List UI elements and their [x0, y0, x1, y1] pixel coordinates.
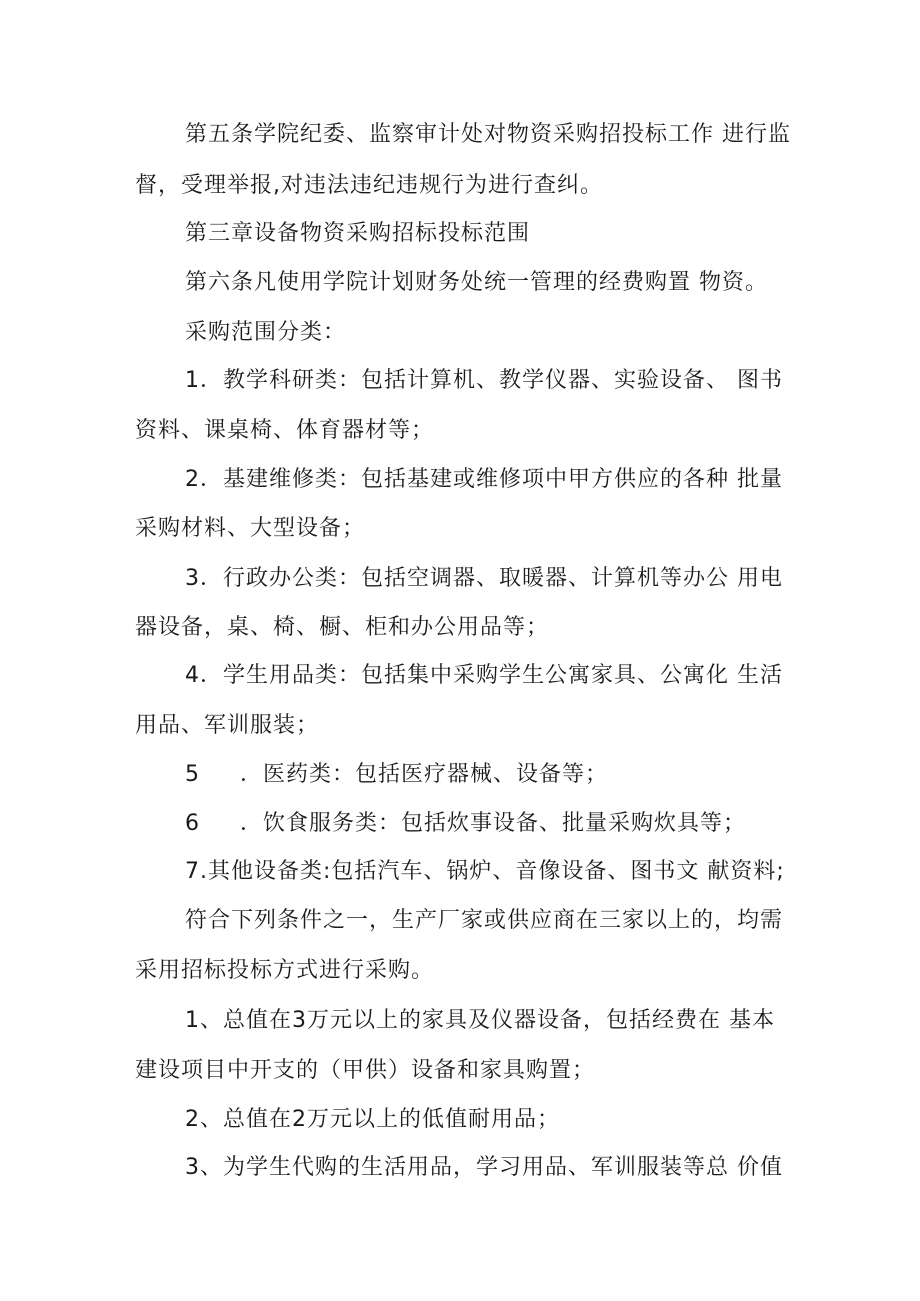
paragraph-line: 第五条学院纪委、监察审计处对物资采购招投标工作 进行监 [185, 122, 791, 147]
list-item-line [185, 809, 920, 839]
list-item-line: 1、总值在3万元以上的家具及仪器设备，包括经费在 基本 [185, 1008, 775, 1033]
list-item-line: 采购材料、大型设备； [135, 516, 366, 541]
list-item-line: 3、为学生代购的生活用品，学习用品、军训服装等总 价值 [185, 1155, 783, 1180]
list-item-text: ．医药类：包括医疗器械、设备等； [240, 762, 609, 787]
paragraph-line: 督，受理举报,对违法违纪违规行为进行查纠。 [135, 173, 603, 198]
list-item-line: 资料、课桌椅、体育器材等； [135, 418, 435, 443]
paragraph-line: 采购范围分类： [185, 320, 347, 345]
paragraph-line: 第六条凡使用学院计划财务处统一管理的经费购置 物资。 [185, 270, 768, 295]
list-item-text: ．饮食服务类：包括炊事设备、批量采购炊具等； [240, 811, 747, 836]
paragraph-line: 采用招标投标方式进行采购。 [135, 958, 435, 983]
list-item-line: 2、总值在2万元以上的低值耐用品； [185, 1107, 560, 1132]
list-item-line: 4．学生用品类：包括集中采购学生公寓家具、公寓化 生活 [185, 663, 783, 688]
list-item-line: 2．基建维修类：包括基建或维修项中甲方供应的各种 批量 [185, 467, 783, 492]
list-item-line: 1．教学科研类：包括计算机、教学仪器、实验设备、 图书 [185, 368, 783, 393]
list-number: 6 [185, 811, 200, 836]
list-item-line [185, 760, 920, 790]
list-number: 5 [185, 762, 200, 787]
list-item-line: 建设项目中开支的（甲供）设备和家具购置； [135, 1058, 596, 1083]
list-item-line: 器设备，桌、椅、橱、柜和办公用品等； [135, 615, 550, 640]
paragraph-line: 符合下列条件之一，生产厂家或供应商在三家以上的，均需 [185, 908, 784, 933]
list-item-line: 3．行政办公类：包括空调器、取暖器、计算机等办公 用电 [185, 566, 783, 591]
chapter-heading: 第三章设备物资采购招标投标范围 [185, 221, 531, 246]
list-item-line: 7.其他设备类:包括汽车、锅炉、音像设备、图书文 献资料; [185, 859, 785, 884]
list-item-line: 用品、军训服装； [135, 713, 320, 738]
